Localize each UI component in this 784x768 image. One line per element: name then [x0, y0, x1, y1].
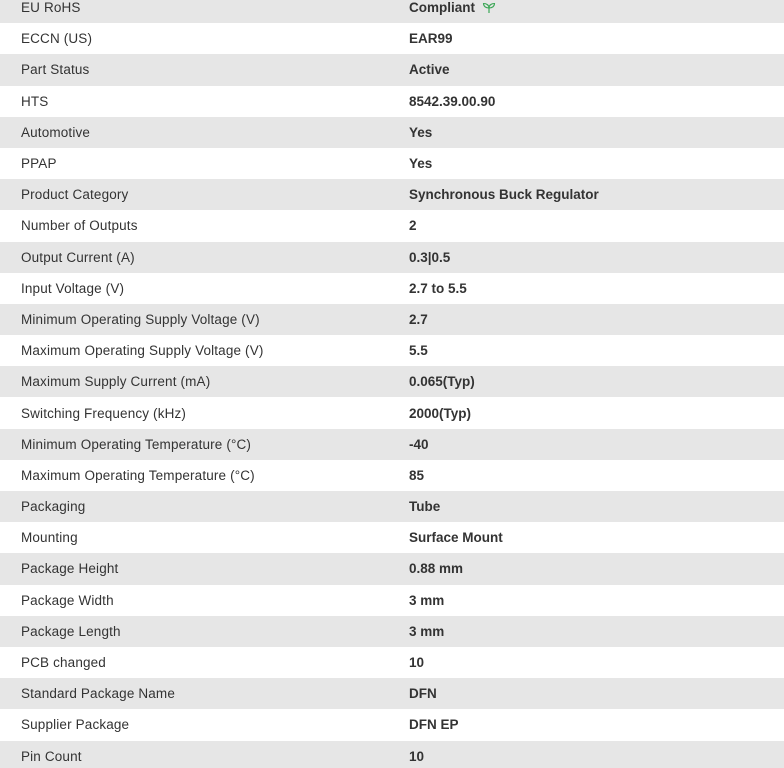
spec-label: Number of Outputs [21, 218, 138, 234]
spec-label: Packaging [21, 499, 86, 515]
spec-value: 5.5 [409, 343, 428, 359]
spec-value: 10 [409, 748, 425, 764]
spec-label: Minimum Operating Temperature (°C) [21, 436, 252, 452]
spec-row-package-height [0, 553, 784, 584]
spec-row-min-temperature [0, 429, 784, 460]
spec-row-part-status [0, 54, 784, 85]
spec-row-pcb-changed [0, 647, 784, 678]
spec-value: 2.7 to 5.5 [409, 280, 467, 296]
spec-row-product-category [0, 179, 784, 210]
spec-value: Yes [409, 156, 433, 172]
spec-label: Standard Package Name [21, 686, 175, 702]
spec-value: Surface Mount [409, 530, 503, 546]
spec-value: 85 [409, 467, 425, 483]
spec-row-package-width [0, 585, 784, 616]
spec-row-eccn [0, 23, 784, 54]
spec-value: Compliant [409, 0, 475, 16]
spec-value: 2 [409, 218, 417, 234]
spec-row-switching-frequency [0, 397, 784, 428]
spec-row-standard-package-name [0, 678, 784, 709]
spec-row-max-temperature [0, 460, 784, 491]
spec-row-input-voltage [0, 273, 784, 304]
spec-value: DFN EP [409, 717, 459, 733]
spec-label: Maximum Operating Temperature (°C) [21, 467, 255, 483]
spec-row-output-current [0, 242, 784, 273]
spec-label: Maximum Supply Current (mA) [21, 374, 211, 390]
spec-label: Package Height [21, 561, 119, 577]
spec-row-min-supply-voltage [0, 304, 784, 335]
spec-label: Supplier Package [21, 717, 130, 733]
spec-value: 3 mm [409, 592, 445, 608]
spec-label: Automotive [21, 124, 91, 140]
spec-label: Input Voltage (V) [21, 280, 125, 296]
spec-row-packaging [0, 491, 784, 522]
spec-value: 2000(Typ) [409, 405, 472, 421]
spec-value: 0.3|0.5 [409, 249, 451, 265]
spec-row-eu-rohs [0, 0, 784, 23]
spec-label: Maximum Operating Supply Voltage (V) [21, 343, 264, 359]
spec-label: HTS [21, 93, 49, 109]
spec-value: Tube [409, 499, 441, 515]
spec-row-max-supply-current [0, 366, 784, 397]
spec-value: 10 [409, 655, 425, 671]
spec-value: EAR99 [409, 31, 453, 47]
spec-label: ECCN (US) [21, 31, 93, 47]
spec-value: Yes [409, 124, 433, 140]
spec-row-supplier-package [0, 709, 784, 740]
spec-label: Part Status [21, 62, 90, 78]
spec-label: Output Current (A) [21, 249, 135, 265]
spec-row-max-supply-voltage [0, 335, 784, 366]
spec-row-hts [0, 86, 784, 117]
spec-value: 0.88 mm [409, 561, 464, 577]
spec-row-number-of-outputs [0, 210, 784, 241]
spec-value: 3 mm [409, 623, 445, 639]
spec-row-ppap [0, 148, 784, 179]
spec-label: Package Length [21, 623, 121, 639]
spec-value: -40 [409, 436, 429, 452]
spec-label: EU RoHS [21, 0, 81, 16]
spec-label: Minimum Operating Supply Voltage (V) [21, 311, 260, 327]
spec-row-mounting [0, 522, 784, 553]
spec-value: 2.7 [409, 311, 428, 327]
leaf-icon [482, 2, 496, 14]
spec-value: Active [409, 62, 450, 78]
spec-value: 0.065(Typ) [409, 374, 475, 390]
spec-value: 8542.39.00.90 [409, 93, 496, 109]
spec-label: PPAP [21, 156, 57, 172]
spec-label: Switching Frequency (kHz) [21, 405, 187, 421]
spec-label: Mounting [21, 530, 78, 546]
spec-label: Product Category [21, 187, 129, 203]
spec-label: PCB changed [21, 655, 106, 671]
spec-label: Pin Count [21, 748, 82, 764]
spec-value-wrapper [408, 0, 784, 15]
spec-row-package-length [0, 616, 784, 647]
spec-value: DFN [409, 686, 437, 702]
spec-label: Package Width [21, 592, 114, 608]
spec-row-automotive [0, 117, 784, 148]
spec-value: Synchronous Buck Regulator [409, 187, 599, 203]
spec-row-pin-count [0, 741, 784, 768]
